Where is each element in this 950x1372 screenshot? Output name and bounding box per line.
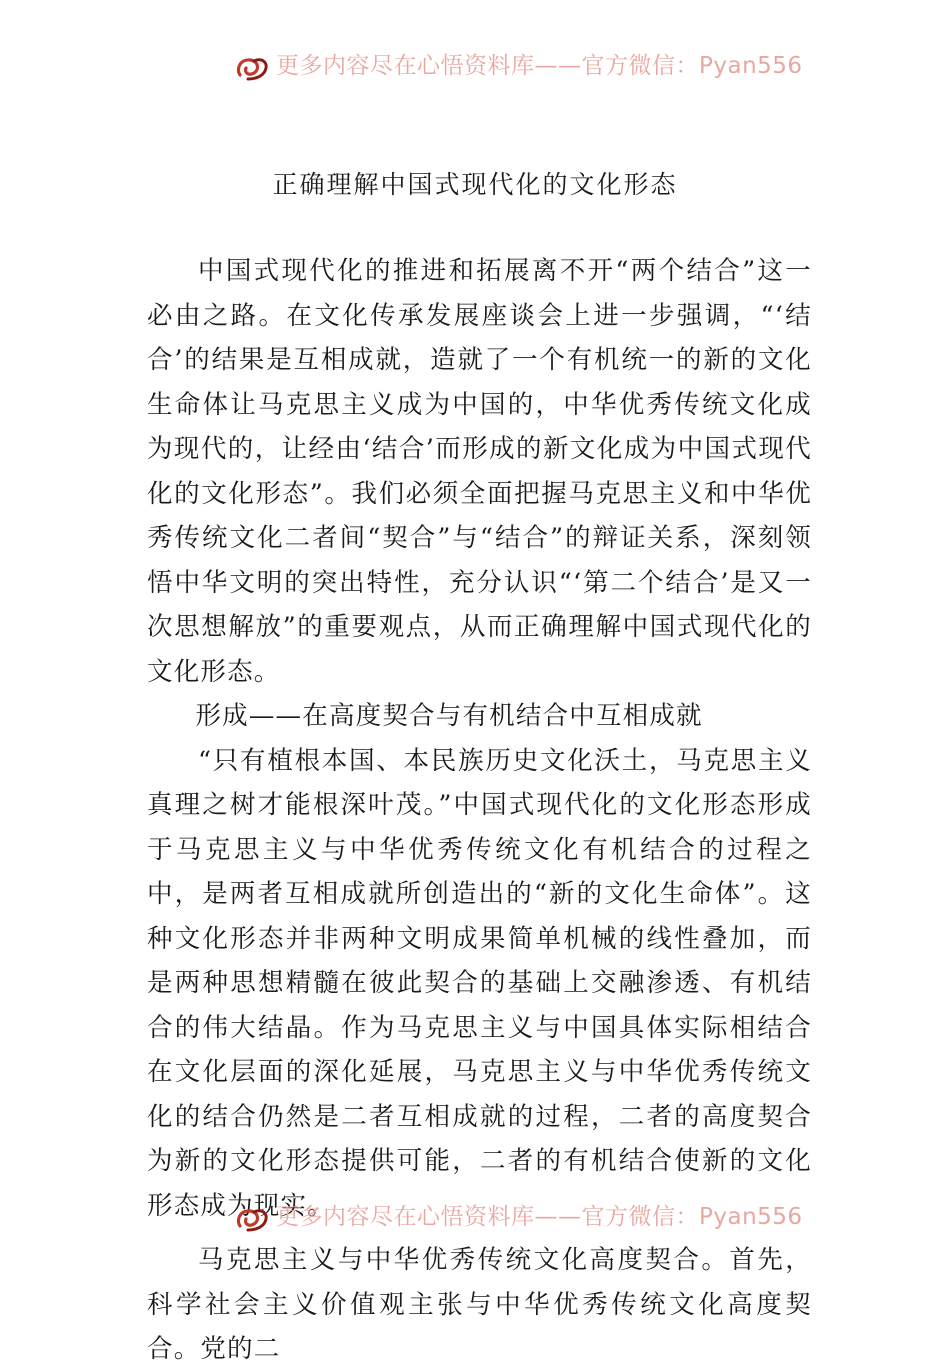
watermark-text: 更多内容尽在心悟资料库——官方微信：Pyan556 (276, 52, 803, 79)
logo-seal-icon (232, 53, 272, 83)
paragraph: 中国式现代化的推进和拓展离不开“两个结合”这一必由之路。在文化传承发展座谈会上进一步强调，“‘结合’的结果是互相成就，造就了一个有机统一的新的文化生命体让马克思主义成为中国的，中华优秀传统文化成为现代的，让经由‘结合’而形成的新文化成为中国式现代化的文化形态”。我们必须全面把握马克思主义和中华优秀传统文化二者间“契合”与“结合”的辩证关系，深刻领悟中华文明的突出特性，充分认识“‘第二个结合’是又一次思想解放”的重要观点，从而正确理解中国式现代化的文化形态。 (147, 256, 812, 687)
paragraph: 马克思主义与中华优秀传统文化高度契合。首先，科学社会主义价值观主张与中华优秀传统文化高度契合。党的二 (147, 1245, 812, 1364)
section-heading: 形成——在高度契合与有机结合中互相成就 (195, 701, 703, 731)
logo-seal-icon (232, 1204, 272, 1234)
watermark-text: 更多内容尽在心悟资料库——官方微信：Pyan556 (276, 1203, 803, 1230)
document-title: 正确理解中国式现代化的文化形态 (272, 170, 678, 199)
footer-watermark-banner (0, 1203, 950, 1243)
paragraph: “只有植根本国、本民族历史文化沃土，马克思主义真理之树才能根深叶茂。”中国式现代化的文化形态形成于马克思主义与中华优秀传统文化有机结合的过程之中，是两者互相成就所创造出的“新的文化生命体”。这种文化形态并非两种文明成果简单机械的线性叠加，而是两种思想精髓在彼此契合的基础上交融渗透、有机结合的伟大结晶。作为马克思主义与中国具体实际相结合在文化层面的深化延展，马克思主义与中华优秀传统文化的结合仍然是二者互相成就的过程，二者的高度契合为新的文化形态提供可能，二者的有机结合使新的文化形态成为现实。 (147, 745, 812, 1221)
header-watermark-banner (0, 52, 950, 92)
